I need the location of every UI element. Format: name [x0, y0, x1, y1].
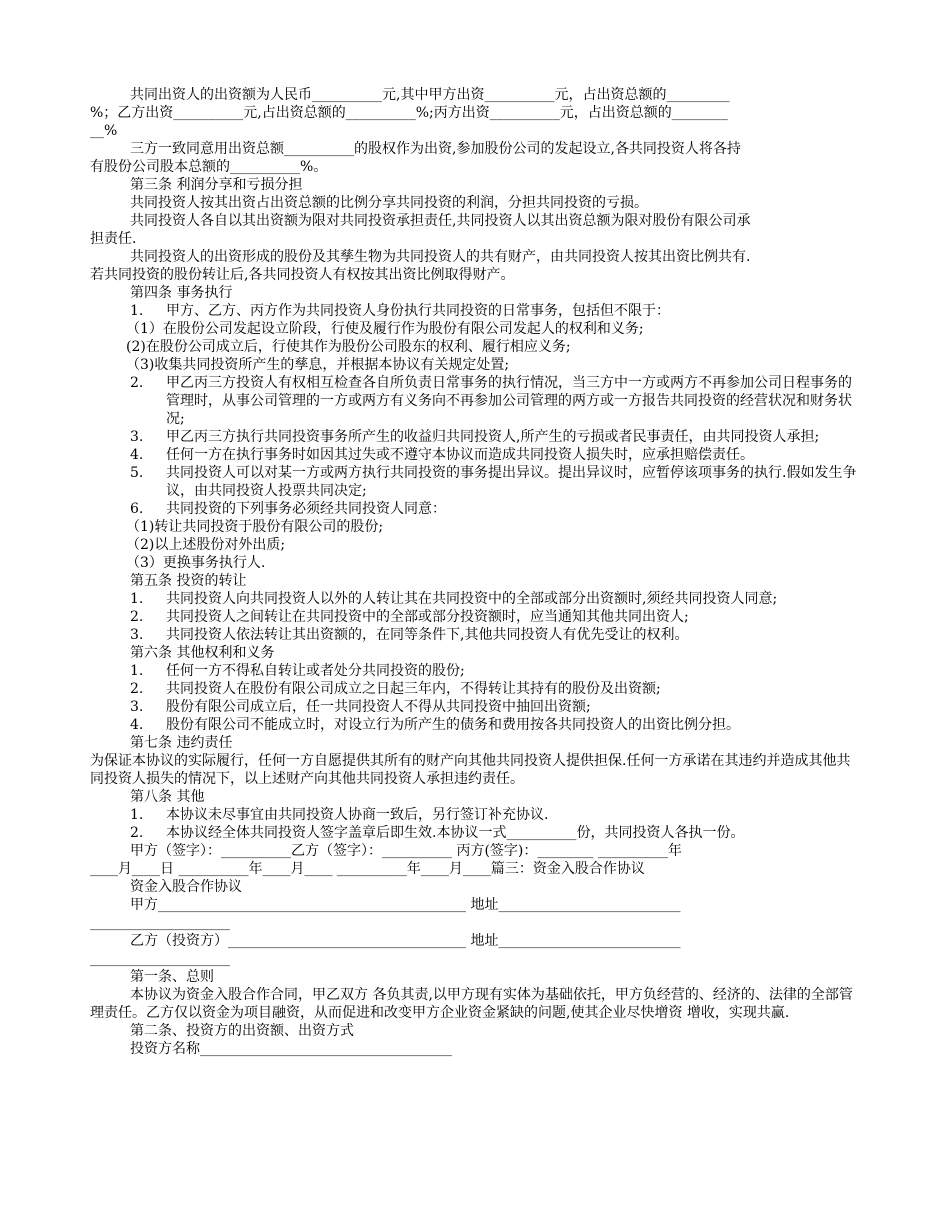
party-b-line: 乙方（投资方）__________________________________ 地址__________________________: [130, 933, 681, 949]
numbered-item: 2. 共同投资人之间转让在共同投资中的全部或部分投资额时，应当通知其他共同出资人;: [130, 609, 689, 625]
clause-heading-1: 第一条、总则: [130, 969, 214, 985]
para-line: 共同投资人按其出资占出资总额的比例分享共同投资的利润，分担共同投资的亏损。: [130, 195, 648, 211]
article-heading-3: 第三条 利润分享和亏损分担: [130, 177, 303, 193]
sub-item: （1）在股份公司发起设立阶段，行使及履行作为股份有限公司发起人的权利和义务;: [126, 321, 644, 337]
numbered-item: 4. 股份有限公司不能成立时，对设立行为所产生的债务和费用按各共同投资人的出资比例分担。: [130, 717, 740, 733]
party-a-line-cont: ____________________: [90, 915, 230, 931]
numbered-item: 3. 甲乙丙三方执行共同投资事务所产生的收益归共同投资人,所产生的亏损或者民事责任，由共同投资人承担;: [130, 429, 820, 445]
party-b-line-cont: ____________________: [90, 951, 230, 967]
numbered-item: 3. 共同投资人依法转让其出资额的，在同等条件下,其他共同投资人有优先受让的权利。: [130, 627, 689, 643]
numbered-item: 2. 甲乙丙三方投资人有权相互检查各自所负责日常事务的执行情况，当三方中一方或两方不再参加公司日程事务的管理时，从事公司管理的一方或两方有义务向不再参加公司管理的两方或一方报告共同投资的经营状况和财务状况;: [130, 375, 852, 427]
numbered-item: 3. 股份有限公司成立后，任一共同投资人不得从共同投资中抽回出资额;: [130, 699, 591, 715]
para-line: __%: [90, 123, 118, 139]
party-a-line: 甲方____________________________________________ 地址__________________________: [130, 897, 681, 913]
sub-item: （3）更换事务执行人.: [126, 555, 266, 571]
signature-line: 甲方（签字）：__________乙方（签字）：__________ 丙方(签字)：________ __________年: [130, 843, 682, 859]
numbered-item: 1. 甲方、乙方、丙方作为共同投资人身份执行共同投资的日常事务，包括但不限于：: [130, 303, 670, 319]
para-line: 共同投资人各自以其出资额为限对共同投资承担责任,共同投资人以其出资总额为限对股份有限公司承: [130, 213, 751, 229]
article-heading-8: 第八条 其他: [130, 789, 205, 805]
para-line: 有股份公司股本总额的__________%。: [90, 159, 328, 175]
numbered-item: 4. 任何一方在执行事务时如因其过失或不遵守本协议而造成共同投资人损失时，应承担赔偿责任。: [130, 447, 754, 463]
numbered-item: 2. 本协议经全体共同投资人签字盖章后即生效.本协议一式__________份，共同投资人各执一份。: [130, 825, 745, 841]
section-title: 资金入股合作协议: [130, 879, 242, 895]
paragraph: 为保证本协议的实际履行，任何一方自愿提供其所有的财产向其他共同投资人提供担保.任何一方承诺在其违约并造成其他共同投资人损失的情况下，以上述财产向其他共同投资人承担违约责任。: [90, 753, 851, 787]
para-line: 担责任.: [90, 231, 137, 247]
numbered-item: 1. 任何一方不得私自转让或者处分共同投资的股份;: [130, 663, 465, 679]
para-line: 若共同投资的股份转让后,各共同投资人有权按其出资比例取得财产。: [90, 267, 515, 283]
article-heading-6: 第六条 其他权利和义务: [130, 645, 275, 661]
numbered-item: 1. 共同投资人向共同投资人以外的人转让其在共同投资中的全部或部分出资额时,须经共同投资人同意;: [130, 591, 778, 607]
numbered-item: 2. 共同投资人在股份有限公司成立之日起三年内，不得转让其持有的股份及出资额;: [130, 681, 661, 697]
sub-item: （1)转让共同投资于股份有限公司的股份;: [126, 519, 384, 535]
article-heading-4: 第四条 事务执行: [130, 285, 233, 301]
para-line: 共同出资人的出资额为人民币__________元,其中甲方出资__________元，占出资总额的_________: [130, 87, 730, 103]
para-line: 共同投资人的出资形成的股份及其孳生物为共同投资人的共有财产，由共同投资人按其出资比例共有.: [130, 249, 751, 265]
article-heading-5: 第五条 投资的转让: [130, 573, 247, 589]
investor-name-line: 投资方名称____________________________________: [130, 1041, 452, 1057]
clause-heading-2: 第二条、投资方的出资额、出资方式: [130, 1023, 354, 1039]
numbered-item: 1. 本协议未尽事宜由共同投资人协商一致后，另行签订补充协议.: [130, 807, 549, 823]
article-heading-7: 第七条 违约责任: [130, 735, 233, 751]
date-line: ____月____日 __________年____月____ __________年____月____篇三：资金入股合作协议: [90, 861, 645, 877]
para-line: 三方一致同意用出资总额__________的股权作为出资,参加股份公司的发起设立,各共同投资人将各持: [130, 141, 741, 157]
sub-item: (2)在股份公司成立后，行使其作为股份公司股东的权利、履行相应义务;: [126, 339, 571, 355]
sub-item: （2)以上述股份对外出质;: [126, 537, 286, 553]
numbered-item: 6. 共同投资的下列事务必须经共同投资人同意：: [130, 501, 446, 517]
numbered-item: 5. 共同投资人可以对某一方或两方执行共同投资的事务提出异议。提出异议时，应暂停该项事务的执行.假如发生争议，由共同投资人投票共同决定;: [130, 465, 857, 499]
sub-item: （3)收集共同投资所产生的孳息，并根据本协议有关规定处置;: [126, 357, 510, 373]
paragraph: 本协议为资金入股合作合同，甲乙双方 各负其责,以甲方现有实体为基础依托，甲方负经营的、经济的、法律的全部管理责任。乙方仅以资金为项目融资，从而促进和改变甲方企业资金紧缺的问题,使其企业尽快增资 增收，实现共赢.: [90, 987, 853, 1021]
para-line: %；乙方出资__________元,占出资总额的__________%;丙方出资__________元，占出资总额的________: [90, 105, 728, 121]
